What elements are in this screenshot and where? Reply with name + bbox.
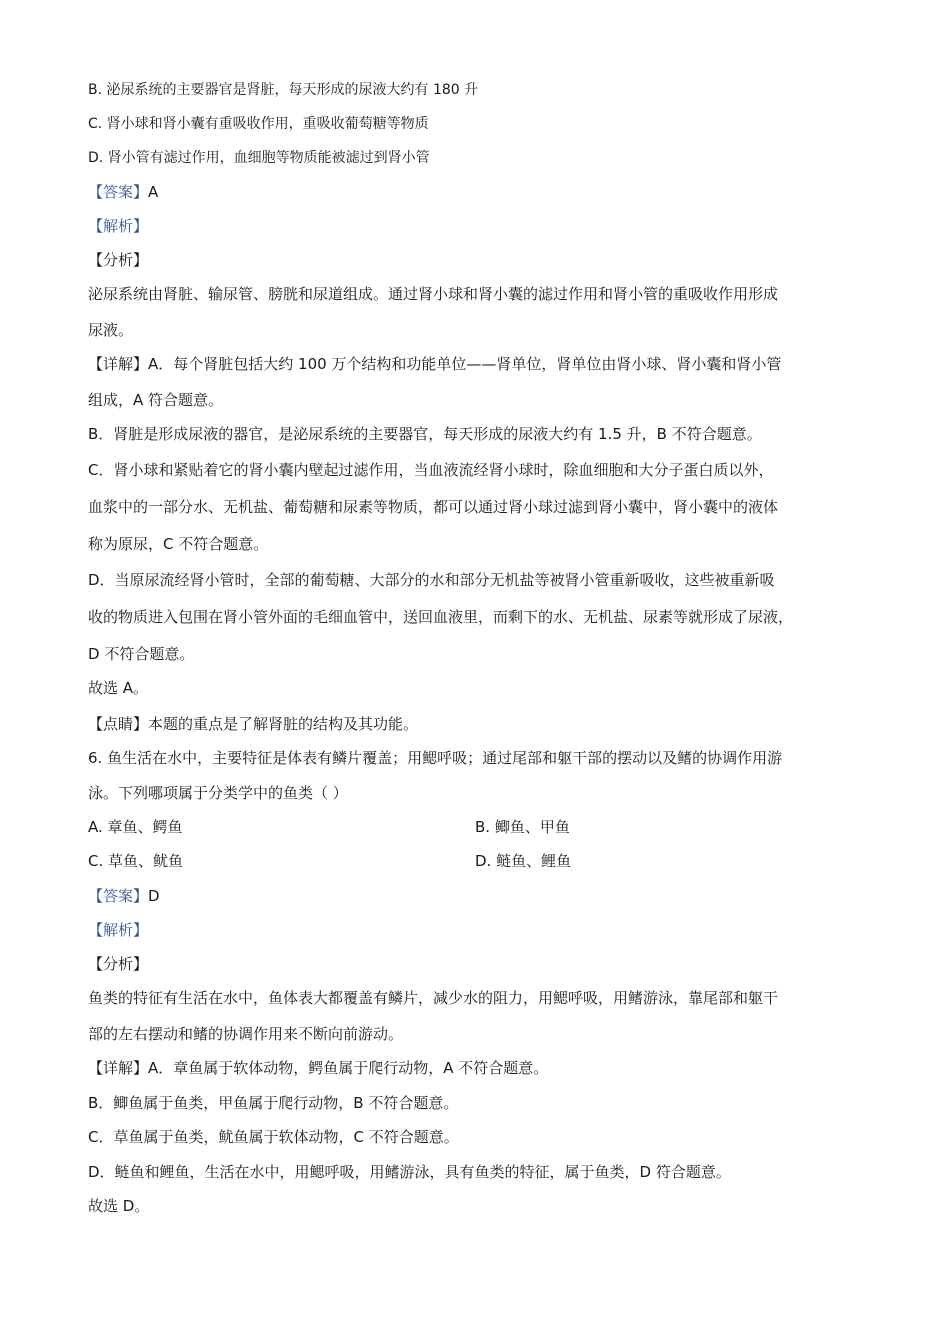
- analysis-heading: 【分析】: [88, 251, 149, 269]
- answer-line-1: [88, 182, 878, 202]
- detail-text: B．肾脏是形成尿液的器官，是泌尿系统的主要器官，每天形成的尿液大约有 1.5 升，B 不符合题意。: [88, 425, 762, 443]
- conclusion: 故选 A。: [88, 679, 149, 697]
- detail-text: B．鲫鱼属于鱼类，甲鱼属于爬行动物，B 不符合题意。: [88, 1094, 459, 1112]
- analysis-heading: 【分析】: [88, 955, 149, 973]
- option-b: B. 鲫鱼、甲鱼: [475, 818, 570, 836]
- option-c: C. 草鱼、鱿鱼: [88, 852, 184, 870]
- option-d-prev: D. 肾小管有滤过作用，血细胞等物质能被滤过到肾小管: [88, 150, 430, 166]
- detail-text: 【详解】A．章鱼属于软体动物，鳄鱼属于爬行动物，A 不符合题意。: [88, 1059, 549, 1077]
- detail-text: C．肾小球和紧贴着它的肾小囊内壁起过滤作用，当血液流经肾小球时，除血细胞和大分子蛋白质以外，: [88, 461, 774, 479]
- option-b-prev: B. 泌尿系统的主要器官是肾脏，每天形成的尿液大约有 180 升: [88, 82, 479, 98]
- answer-value: A: [148, 183, 159, 201]
- analysis-label: 【解析】: [88, 921, 149, 939]
- option-a: A. 章鱼、鳄鱼: [88, 818, 183, 836]
- question-6: 6. 鱼生活在水中，主要特征是体表有鳞片覆盖；用鳃呼吸；通过尾部和躯干部的摆动以及鳍的协调作用游: [88, 749, 783, 767]
- analysis-text: 尿液。: [88, 321, 134, 339]
- analysis-text: 鱼类的特征有生活在水中，鱼体表大都覆盖有鳞片，减少水的阻力，用鳃呼吸，用鳍游泳，靠尾部和躯干: [88, 989, 779, 1007]
- detail-text: 收的物质进入包围在肾小管外面的毛细血管中，送回血液里，而剩下的水、无机盐、尿素等就形成了尿液，: [88, 608, 794, 626]
- detail-text: D．当原尿流经肾小管时，全部的葡萄糖、大部分的水和部分无机盐等被肾小管重新吸收，这些被重新吸: [88, 571, 775, 589]
- detail-text: C．草鱼属于鱼类，鱿鱼属于软体动物，C 不符合题意。: [88, 1128, 459, 1146]
- comment: 【点睛】本题的重点是了解肾脏的结构及其功能。: [88, 715, 419, 733]
- detail-text: 【详解】A．每个肾脏包括大约 100 万个结构和功能单位——肾单位，肾单位由肾小球、肾小囊和肾小管: [88, 355, 782, 373]
- question-6: 泳。下列哪项属于分类学中的鱼类（ ）: [88, 784, 348, 802]
- analysis-text: 泌尿系统由肾脏、输尿管、膀胱和尿道组成。通过肾小球和肾小囊的滤过作用和肾小管的重吸收作用形成: [88, 285, 779, 303]
- detail-text: D 不符合题意。: [88, 645, 195, 663]
- answer-label: 【答案】: [88, 183, 149, 201]
- detail-text: 血浆中的一部分水、无机盐、葡萄糖和尿素等物质，都可以通过肾小球过滤到肾小囊中，肾小囊中的液体: [88, 498, 779, 516]
- detail-text: D．鲢鱼和鲤鱼，生活在水中，用鳃呼吸，用鳍游泳，具有鱼类的特征，属于鱼类，D 符合题意。: [88, 1163, 731, 1181]
- answer-line-2: [88, 886, 878, 906]
- option-d: D. 鲢鱼、鲤鱼: [475, 852, 572, 870]
- analysis-text: 部的左右摆动和鳍的协调作用来不断向前游动。: [88, 1025, 404, 1043]
- detail-text: 称为原尿，C 不符合题意。: [88, 535, 269, 553]
- analysis-label: 【解析】: [88, 217, 149, 235]
- option-c-prev: C. 肾小球和肾小囊有重吸收作用，重吸收葡萄糖等物质: [88, 116, 429, 132]
- detail-text: 组成，A 符合题意。: [88, 391, 224, 409]
- conclusion: 故选 D。: [88, 1197, 150, 1215]
- answer-label: 【答案】: [88, 887, 149, 905]
- answer-value: D: [148, 887, 160, 905]
